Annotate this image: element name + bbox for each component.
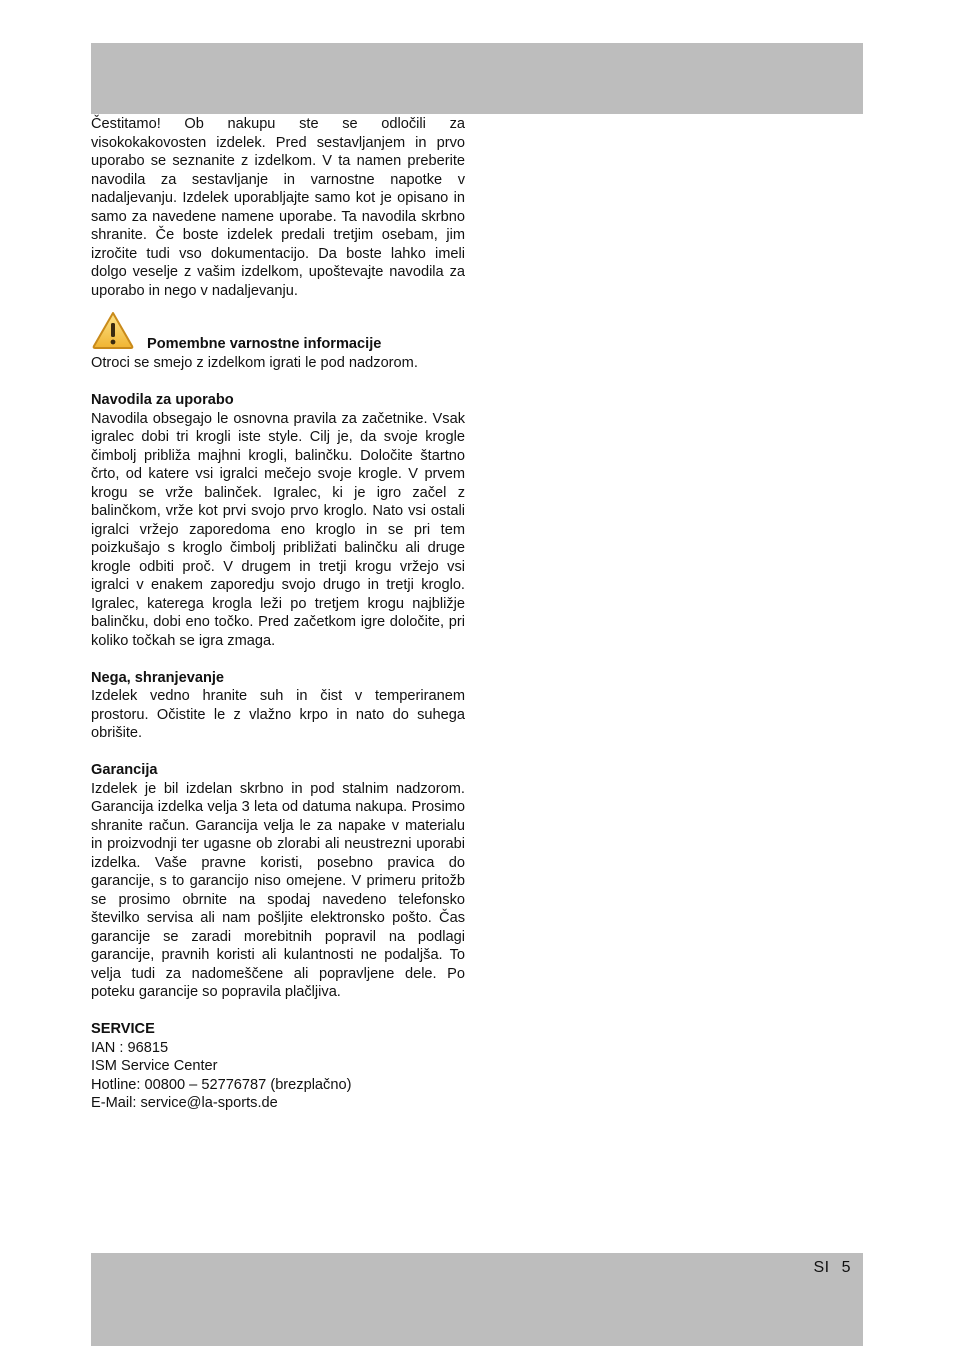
warranty-text: Izdelek je bil izdelan skrbno in pod stalnim nadzorom. Garancija izdelka velja 3 leta od datuma nakupa. Prosimo shranite račun. Garancija velja le za napake v materialu in proizvodnji ter ugasne ob zlorabi ali neustrezni uporabi izdelka. Vaše pravne koristi, posebno pravica do garancije, s to garancijo niso omejene. V primeru pritožb se prosimo obrnite na spodaj navedeno telefonsko številko servisa ali nam pošljite elektronsko pošto. Čas garancije se zaradi morebitnih popravil na podlagi garancije, pravnih koristi ali kulantnosti ne podaljša. To velja tudi za nadomeščene ali popravljene dele. Po poteku garancije so popravila plačljiva. (91, 780, 465, 1000)
care-title: Nega, shranjevanje (91, 669, 225, 686)
page-number: 5 (841, 1259, 851, 1276)
service-center: ISM Service Center (91, 1058, 218, 1074)
service-ian: IAN : 96815 (91, 1039, 169, 1056)
page-label (813, 1259, 851, 1277)
manual-content (91, 115, 465, 1113)
safety-heading-row (91, 310, 465, 354)
header-band (91, 43, 863, 114)
service-email: E-Mail: service@la-sports.de (91, 1095, 278, 1111)
footer-band (91, 1253, 863, 1346)
safety-title: Pomembne varnostne informacije (147, 336, 382, 352)
care-text: Izdelek vedno hranite suh in čist v temperiranem prostoru. Očistite le z vlažno krpo in nato do suhega obrišite. (91, 688, 465, 741)
instructions-title: Navodila za uporabo (91, 392, 234, 408)
intro-paragraph: Čestitamo! Ob nakupu ste se odločili za visokokakovosten izdelek. Pred sestavljanjem in prvo uporabo se seznanite z izdelkom. V ta namen preberite navodila za sestavljanje in varnostne napotke v nadaljevanju. Izdelek uporabljajte samo kot je opisano in samo za navedene namene uporabe. Ta navodila skrbno shranite. Če boste izdelek predali tretjim osebam, jim izročite tudi vso dokumentacijo. Da boste lahko imeli dolgo veselje z vašim izdelkom, upoštevajte navodila za uporabo in nego v nadaljevanju. (91, 116, 465, 299)
warranty-title: Garancija (91, 762, 158, 778)
service-hotline: Hotline: 00800 – 52776787 (brezplačno) (91, 1076, 352, 1093)
safety-text: Otroci se smejo z izdelkom igrati le pod nadzorom. (91, 355, 418, 371)
warning-triangle-icon (91, 310, 135, 350)
instructions-text: Navodila obsegajo le osnovna pravila za začetnike. Vsak igralec dobi tri krogli iste style. Cilj je, da svoje krogle čimbolj približa majhni krogli, balinčku. Določite štartno črto, od katere vsi igralci mečejo svoje krogle. V prvem krogu se vrže balinček. Igralec, ki je igro začel z balinčkom, vrže kot prvi svojo prvo kroglo. Nato vsi ostali igralci vržejo zaporedoma eno kroglo in se pri tem poizkušajo s kroglo čimbolj približati balinčku ali druge krogle odbiti proč. V drugem in tretji krogu vržejo vsi igralci v enakem zaporedju svojo drugo in tretji kroglo. Igralec, katerega krogla leži po tretjem krogu najbližje balinčku, dobi eno točko. Pred začetkom igre določite, pri koliko točkah se igra zmaga. (91, 410, 465, 649)
language-code: SI (813, 1259, 830, 1276)
service-title: SERVICE (91, 1021, 155, 1037)
